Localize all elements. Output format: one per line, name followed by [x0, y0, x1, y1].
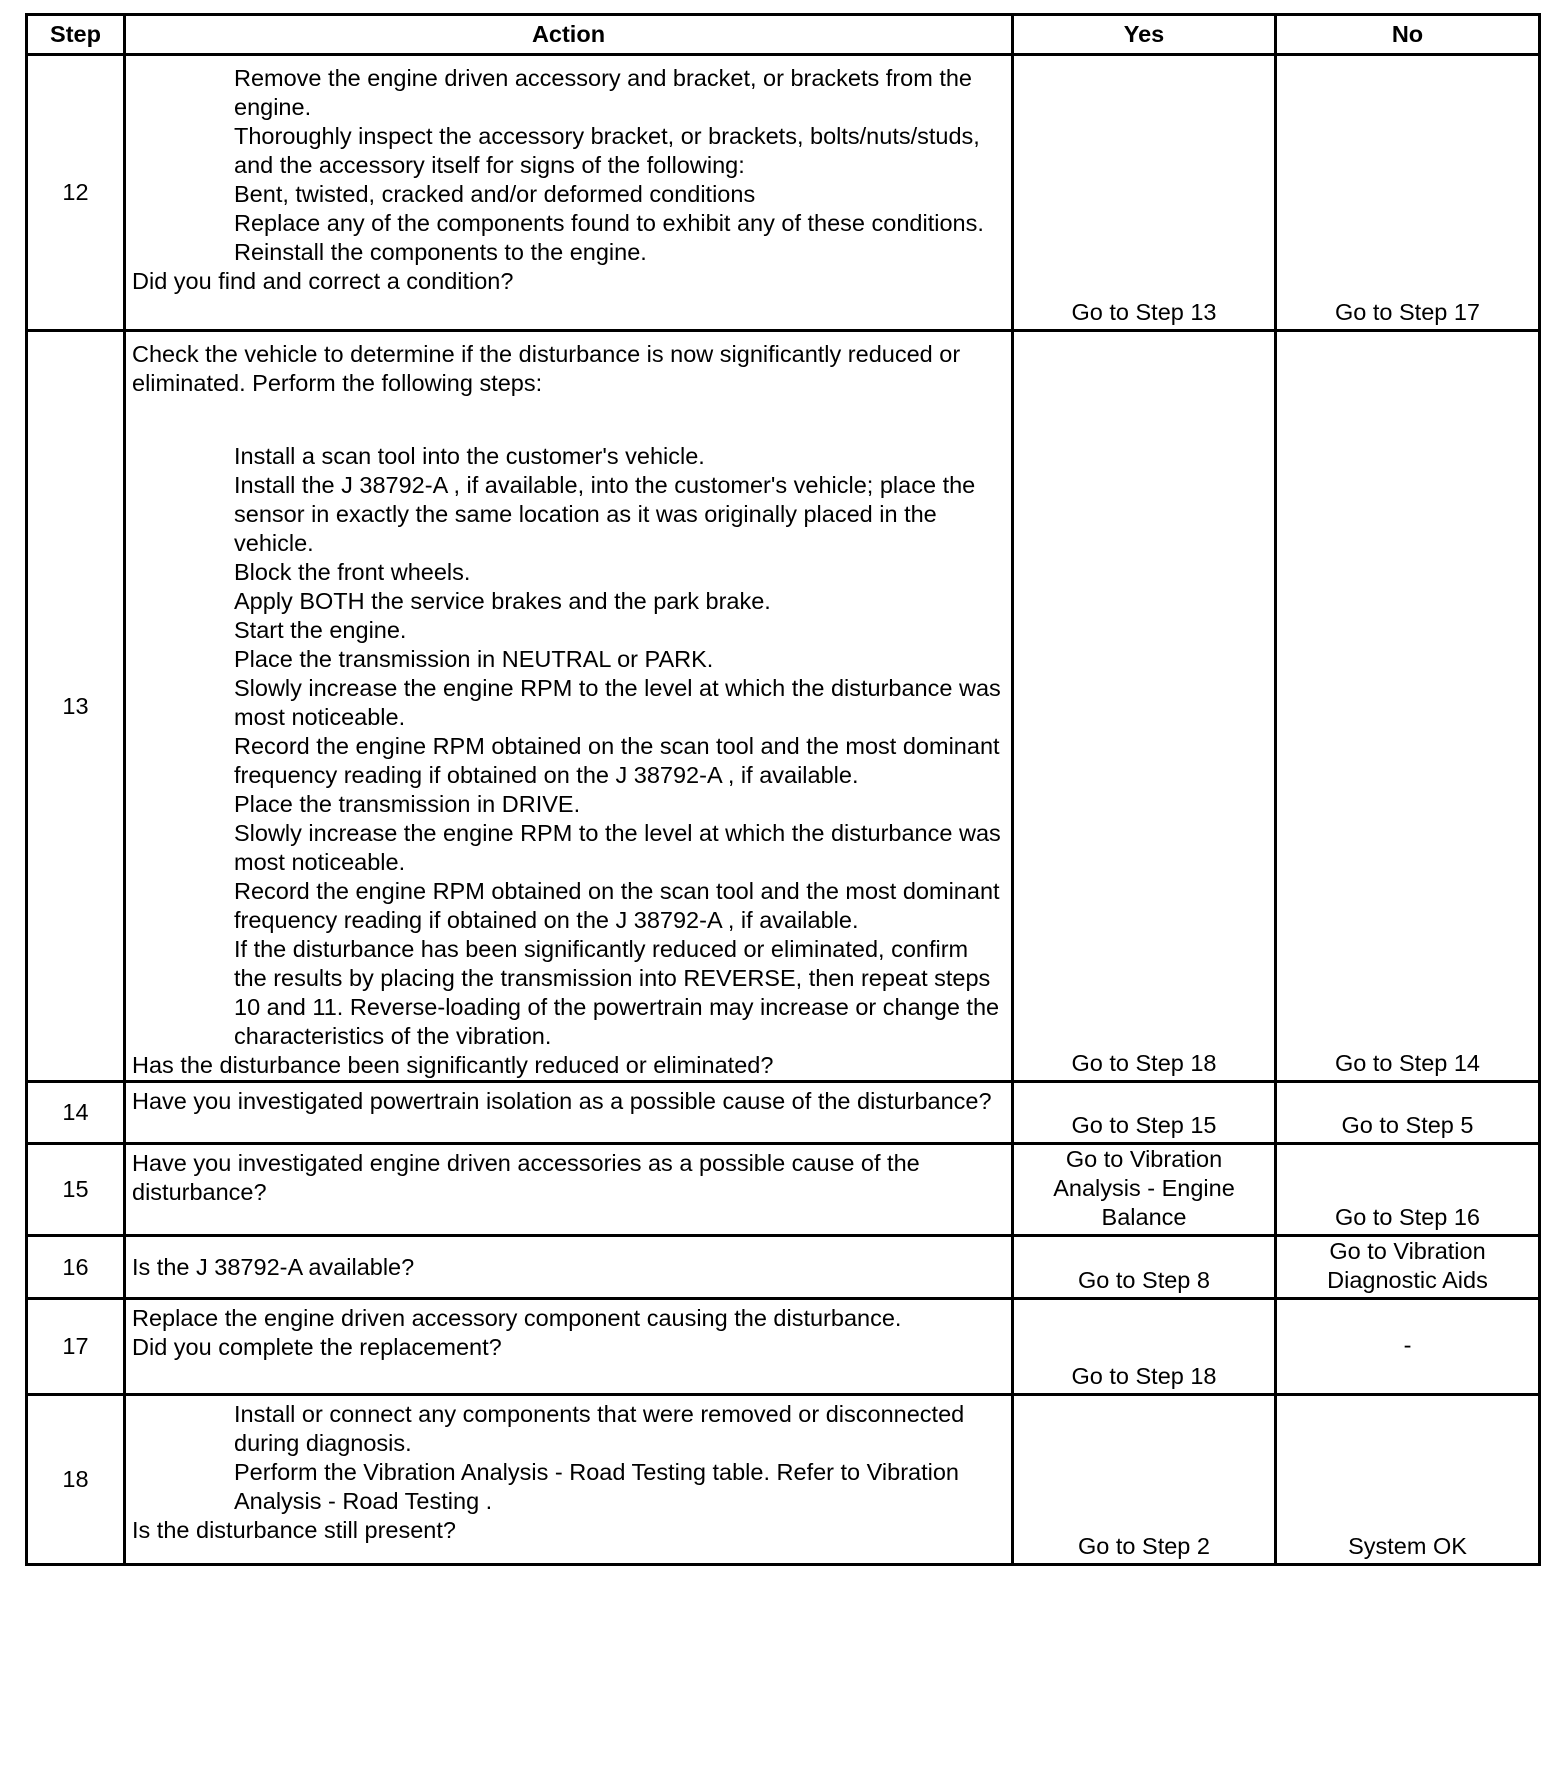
question-text: Is the disturbance still present?	[132, 1517, 456, 1543]
no-cell: Go to Step 5	[1276, 1082, 1540, 1144]
question-text: Did you find and correct a condition?	[132, 268, 514, 294]
question-text: Have you investigated engine driven accessories as a possible cause of the disturbance?	[132, 1150, 920, 1205]
action-cell	[125, 55, 1013, 331]
table-row	[27, 1236, 1540, 1299]
step-number: 12	[27, 55, 125, 331]
header-action: Action	[125, 15, 1013, 55]
substep: Install a scan tool into the customer's vehicle.	[234, 443, 705, 469]
substep: Remove the engine driven accessory and bracket, or brackets from the engine.	[234, 65, 973, 120]
substep: Thoroughly inspect the accessory bracket, or brackets, bolts/nuts/studs, and the accessory itself for signs of the following:	[234, 123, 980, 178]
table-row	[27, 1144, 1540, 1236]
question-text: Has the disturbance been significantly reduced or eliminated?	[132, 1052, 774, 1078]
no-cell: -	[1276, 1299, 1540, 1395]
yes-link: Go to Vibration Analysis - Engine Balance	[1053, 1146, 1235, 1230]
no-cell: Go to Step 17	[1276, 55, 1540, 331]
table-row	[27, 1082, 1540, 1144]
substep: Reinstall the components to the engine.	[234, 239, 647, 265]
step-number: 17	[27, 1299, 125, 1395]
question-text: Is the J 38792-A available?	[132, 1253, 415, 1280]
substep: Start the engine.	[234, 617, 407, 643]
header-step: Step	[27, 15, 125, 55]
no-cell	[1276, 1236, 1540, 1299]
header-yes: Yes	[1013, 15, 1276, 55]
yes-cell	[1013, 1144, 1276, 1236]
no-cell: Go to Step 14	[1276, 331, 1540, 1082]
action-cell	[125, 331, 1013, 1082]
header-row	[27, 15, 1540, 55]
yes-cell: Go to Step 8	[1013, 1236, 1276, 1299]
substeps-list	[132, 1400, 1005, 1516]
intro-text: Check the vehicle to determine if the disturbance is now significantly reduced or eliminated. Perform the following steps:	[132, 341, 961, 396]
substeps-list	[132, 442, 1005, 1051]
step-number: 14	[27, 1082, 125, 1144]
table-row	[27, 331, 1540, 1082]
substep: Apply BOTH the service brakes and the park brake.	[234, 588, 771, 614]
table-row	[27, 55, 1540, 331]
substep: Install or connect any components that were removed or disconnected during diagnosis.	[234, 1401, 965, 1456]
step-number: 15	[27, 1144, 125, 1236]
action-cell	[125, 1144, 1013, 1236]
no-cell: Go to Step 16	[1276, 1144, 1540, 1236]
yes-cell: Go to Step 15	[1013, 1082, 1276, 1144]
step-number: 13	[27, 331, 125, 1082]
action-cell	[125, 1236, 1013, 1299]
substep: Bent, twisted, cracked and/or deformed conditions	[234, 181, 756, 207]
no-cell: System OK	[1276, 1395, 1540, 1565]
substep: Replace any of the components found to exhibit any of these conditions.	[234, 210, 984, 236]
yes-cell: Go to Step 2	[1013, 1395, 1276, 1565]
step-number: 18	[27, 1395, 125, 1565]
intro-text: Replace the engine driven accessory component causing the disturbance.	[132, 1305, 902, 1331]
action-cell	[125, 1299, 1013, 1395]
substep: Place the transmission in NEUTRAL or PARK.	[234, 646, 714, 672]
table-row	[27, 1395, 1540, 1565]
yes-cell: Go to Step 18	[1013, 331, 1276, 1082]
step-number: 16	[27, 1236, 125, 1299]
yes-cell: Go to Step 18	[1013, 1299, 1276, 1395]
substep: Slowly increase the engine RPM to the level at which the disturbance was most noticeable.	[234, 675, 1001, 730]
substep: Install the J 38792-A , if available, into the customer's vehicle; place the sensor in exactly the same location as it was originally placed in the vehicle.	[234, 472, 976, 556]
question-text: Did you complete the replacement?	[132, 1334, 502, 1360]
substep: Record the engine RPM obtained on the scan tool and the most dominant frequency reading if obtained on the J 38792-A , if available.	[234, 878, 1000, 933]
substep: Perform the Vibration Analysis - Road Testing table. Refer to Vibration Analysis - Road Testing .	[234, 1459, 959, 1514]
substep: Block the front wheels.	[234, 559, 471, 585]
diagnostic-table	[25, 13, 1541, 1566]
action-cell	[125, 1082, 1013, 1144]
action-cell	[125, 1395, 1013, 1565]
substep: If the disturbance has been significantly reduced or eliminated, confirm the results by placing the transmission into REVERSE, then repeat steps 10 and 11. Reverse-loading of the powertrain may increase or change the characteristics of the vibration.	[234, 936, 1000, 1049]
substep: Place the transmission in DRIVE.	[234, 791, 581, 817]
substep: Slowly increase the engine RPM to the level at which the disturbance was most noticeable.	[234, 820, 1001, 875]
no-link: Go to Vibration Diagnostic Aids	[1327, 1238, 1488, 1293]
substep: Record the engine RPM obtained on the scan tool and the most dominant frequency reading if obtained on the J 38792-A , if available.	[234, 733, 1000, 788]
yes-cell: Go to Step 13	[1013, 55, 1276, 331]
table-row	[27, 1299, 1540, 1395]
substeps-list	[132, 64, 1005, 267]
question-text: Have you investigated powertrain isolation as a possible cause of the disturbance?	[132, 1088, 992, 1114]
header-no: No	[1276, 15, 1540, 55]
